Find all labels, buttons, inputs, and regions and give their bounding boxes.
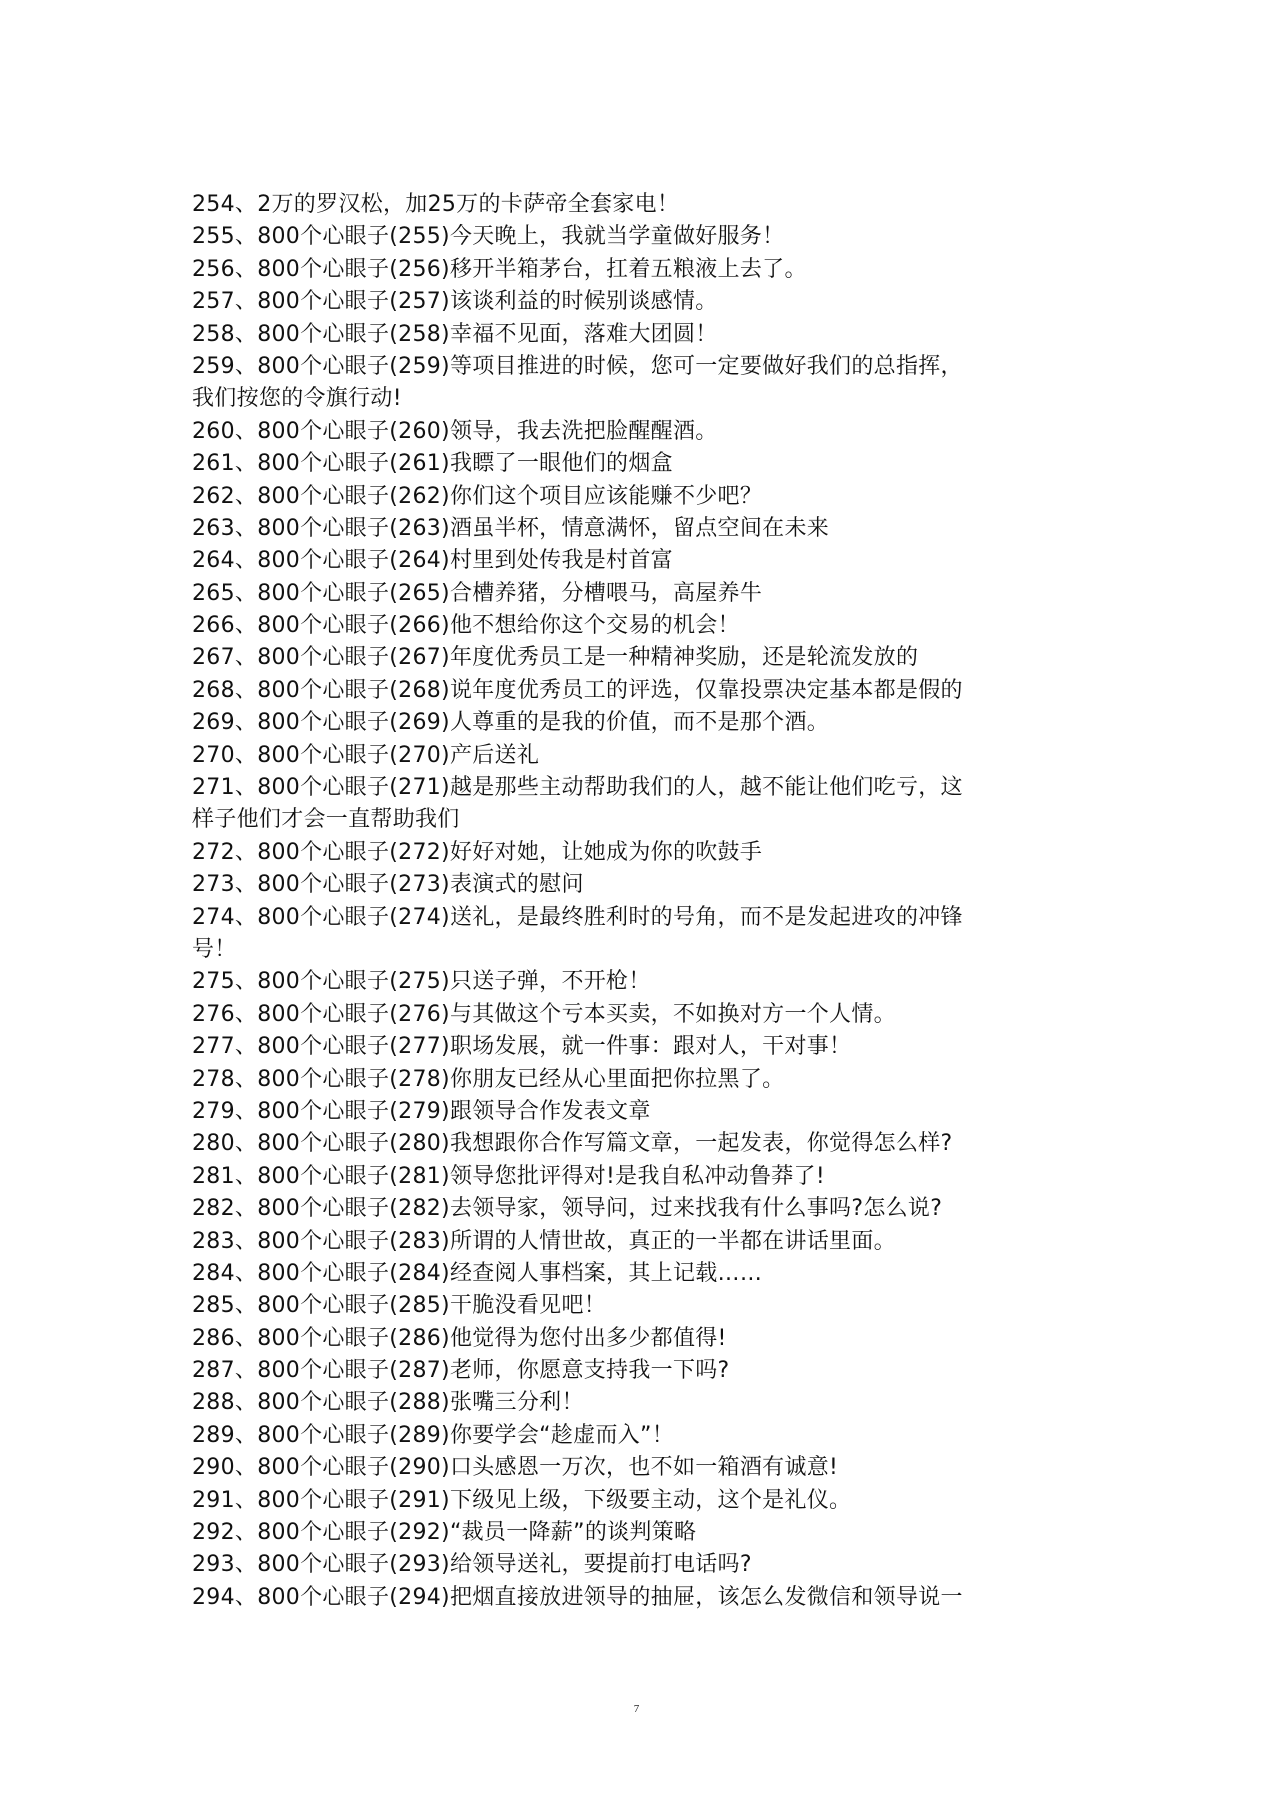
- text-line: 283、800个心眼子(283)所谓的人情世故，真正的一半都在讲话里面。: [192, 1228, 896, 1254]
- text-line: 275、800个心眼子(275)只送子弹，不开枪！: [192, 969, 651, 995]
- text-line: 282、800个心眼子(282)去领导家，领导问，过来找我有什么事吗?怎么说?: [192, 1196, 943, 1222]
- text-line: 279、800个心眼子(279)跟领导合作发表文章: [192, 1098, 651, 1124]
- text-line: 265、800个心眼子(265)合槽养猪，分槽喂马，高屋养牛: [192, 580, 763, 606]
- text-line: 289、800个心眼子(289)你要学会“趁虚而入”！: [192, 1422, 675, 1448]
- text-line: 号！: [192, 936, 237, 962]
- text-line: 267、800个心眼子(267)年度优秀员工是一种精神奖励，还是轮流发放的: [192, 645, 919, 671]
- text-line: 260、800个心眼子(260)领导，我去洗把脸醒醒酒。: [192, 418, 718, 444]
- text-line: 276、800个心眼子(276)与其做这个亏本买卖，不如换对方一个人情。: [192, 1001, 896, 1027]
- text-line: 284、800个心眼子(284)经查阅人事档案，其上记载……: [192, 1260, 763, 1286]
- text-line: 263、800个心眼子(263)酒虽半杯，情意满怀，留点空间在未来: [192, 515, 830, 541]
- text-line: 281、800个心眼子(281)领导您批评得对!是我自私冲动鲁莽了!: [192, 1163, 825, 1189]
- text-line: 268、800个心眼子(268)说年度优秀员工的评选，仅靠投票决定基本都是假的: [192, 677, 963, 703]
- text-line: 280、800个心眼子(280)我想跟你合作写篇文章，一起发表，你觉得怎么样?: [192, 1131, 953, 1157]
- text-line: 278、800个心眼子(278)你朋友已经从心里面把你拉黑了。: [192, 1066, 785, 1092]
- text-line: 270、800个心眼子(270)产后送礼: [192, 742, 540, 768]
- text-line: 我们按您的令旗行动!: [192, 386, 402, 412]
- text-line: 285、800个心眼子(285)干脆没看见吧！: [192, 1293, 607, 1319]
- text-line: 291、800个心眼子(291)下级见上级，下级要主动，这个是礼仪。: [192, 1487, 852, 1513]
- text-line: 264、800个心眼子(264)村里到处传我是村首富: [192, 548, 673, 574]
- text-line: 287、800个心眼子(287)老师，你愿意支持我一下吗?: [192, 1358, 730, 1384]
- text-line: 272、800个心眼子(272)好好对她，让她成为你的吹鼓手: [192, 839, 763, 865]
- text-line: 290、800个心眼子(290)口头感恩一万次，也不如一箱酒有诚意!: [192, 1455, 839, 1481]
- text-line: 294、800个心眼子(294)把烟直接放进领导的抽屉，该怎么发微信和领导说一: [192, 1584, 963, 1610]
- text-line: 258、800个心眼子(258)幸福不见面，落难大团圆！: [192, 321, 718, 347]
- text-line: 286、800个心眼子(286)他觉得为您付出多少都值得!: [192, 1325, 727, 1351]
- text-line: 257、800个心眼子(257)该谈利益的时候别谈感情。: [192, 289, 718, 315]
- text-line: 255、800个心眼子(255)今天晚上，我就当学童做好服务！: [192, 224, 785, 250]
- text-line: 293、800个心眼子(293)给领导送礼，要提前打电话吗?: [192, 1552, 752, 1578]
- text-line: 261、800个心眼子(261)我瞟了一眼他们的烟盒: [192, 451, 673, 477]
- text-line: 288、800个心眼子(288)张嘴三分利！: [192, 1390, 584, 1416]
- page-number: 7: [633, 1703, 640, 1715]
- text-line: 262、800个心眼子(262)你们这个项目应该能赚不少吧？: [192, 483, 763, 509]
- text-line: 271、800个心眼子(271)越是那些主动帮助我们的人，越不能让他们吃亏，这: [192, 775, 963, 801]
- text-line: 269、800个心眼子(269)人尊重的是我的价值，而不是那个酒。: [192, 710, 830, 736]
- text-line: 292、800个心眼子(292)“裁员一降薪”的谈判策略: [192, 1520, 697, 1546]
- text-line: 273、800个心眼子(273)表演式的慰问: [192, 872, 584, 898]
- text-line: 274、800个心眼子(274)送礼，是最终胜利时的号角，而不是发起进攻的冲锋: [192, 904, 963, 930]
- text-line: 254、2万的罗汉松，加25万的卡萨帝全套家电！: [192, 192, 680, 217]
- text-line: 样子他们才会一直帮助我们: [192, 807, 460, 833]
- text-line: 259、800个心眼子(259)等项目推进的时候，您可一定要做好我们的总指挥，: [192, 353, 963, 379]
- text-line: 256、800个心眼子(256)移开半箱茅台，扛着五粮液上去了。: [192, 256, 807, 282]
- text-line: 266、800个心眼子(266)他不想给你这个交易的机会！: [192, 613, 740, 639]
- text-line: 277、800个心眼子(277)职场发展，就一件事：跟对人，干对事！: [192, 1034, 852, 1060]
- text-body: [192, 189, 1062, 1614]
